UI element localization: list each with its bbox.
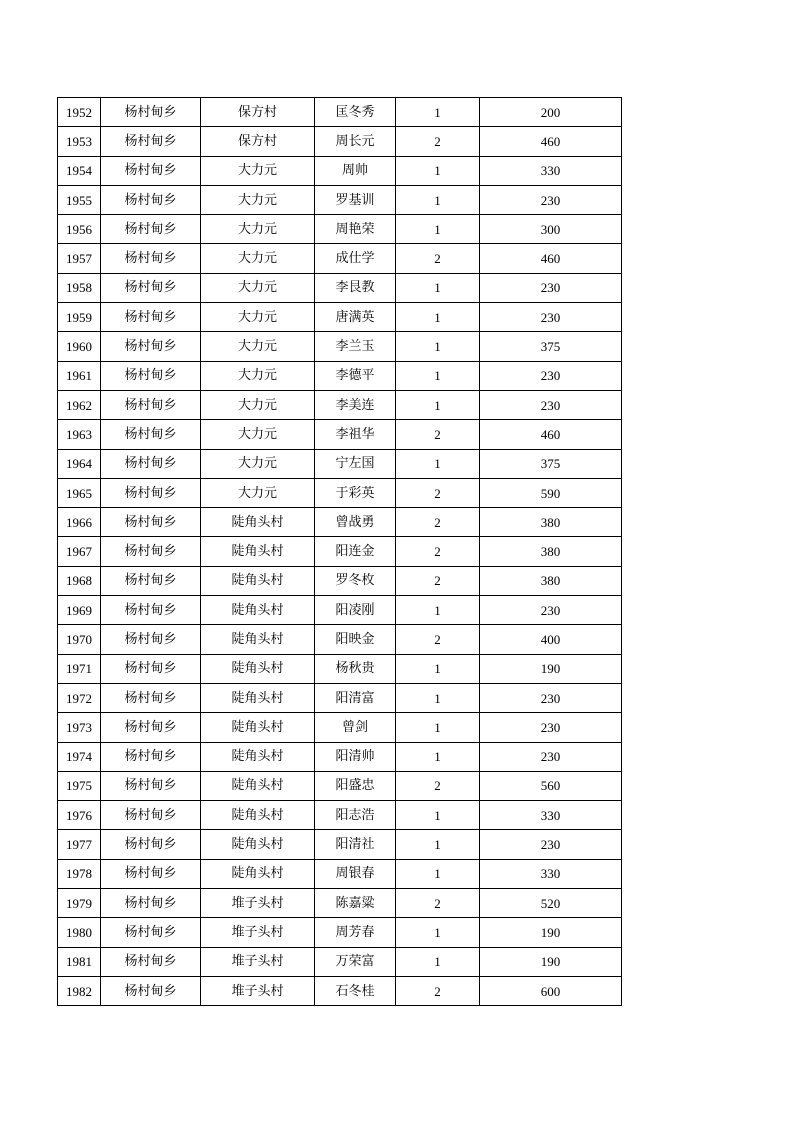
cell-village: 陡角头村 — [201, 654, 315, 683]
cell-count: 1 — [396, 215, 480, 244]
cell-serial-number: 1976 — [58, 801, 101, 830]
table-row — [58, 244, 622, 273]
table-row — [58, 127, 622, 156]
cell-township: 杨村甸乡 — [101, 508, 201, 537]
cell-township: 杨村甸乡 — [101, 244, 201, 273]
cell-village: 堆子头村 — [201, 889, 315, 918]
cell-count: 1 — [396, 742, 480, 771]
cell-village: 大力元 — [201, 361, 315, 390]
cell-serial-number: 1961 — [58, 361, 101, 390]
cell-person-name: 阳映金 — [315, 625, 396, 654]
table-row — [58, 742, 622, 771]
table-row — [58, 98, 622, 127]
cell-village: 大力元 — [201, 156, 315, 185]
cell-amount: 460 — [480, 127, 622, 156]
cell-village: 大力元 — [201, 332, 315, 361]
cell-count: 2 — [396, 420, 480, 449]
cell-person-name: 周银春 — [315, 859, 396, 888]
cell-person-name: 阳清社 — [315, 830, 396, 859]
cell-count: 2 — [396, 976, 480, 1005]
cell-count: 1 — [396, 390, 480, 419]
cell-village: 大力元 — [201, 185, 315, 214]
table-row — [58, 801, 622, 830]
cell-village: 陡角头村 — [201, 566, 315, 595]
cell-count: 1 — [396, 273, 480, 302]
cell-township: 杨村甸乡 — [101, 859, 201, 888]
cell-amount: 230 — [480, 185, 622, 214]
cell-count: 2 — [396, 566, 480, 595]
cell-serial-number: 1956 — [58, 215, 101, 244]
cell-count: 1 — [396, 156, 480, 185]
cell-township: 杨村甸乡 — [101, 478, 201, 507]
cell-person-name: 陈嘉粱 — [315, 889, 396, 918]
cell-person-name: 李艮教 — [315, 273, 396, 302]
cell-person-name: 曾剑 — [315, 713, 396, 742]
cell-township: 杨村甸乡 — [101, 625, 201, 654]
cell-township: 杨村甸乡 — [101, 185, 201, 214]
cell-person-name: 阳凌刚 — [315, 596, 396, 625]
cell-person-name: 唐满英 — [315, 303, 396, 332]
cell-person-name: 宁左国 — [315, 449, 396, 478]
cell-township: 杨村甸乡 — [101, 889, 201, 918]
cell-serial-number: 1968 — [58, 566, 101, 595]
cell-township: 杨村甸乡 — [101, 742, 201, 771]
cell-amount: 230 — [480, 273, 622, 302]
cell-amount: 375 — [480, 332, 622, 361]
cell-village: 大力元 — [201, 303, 315, 332]
cell-village: 大力元 — [201, 273, 315, 302]
table-row — [58, 918, 622, 947]
cell-serial-number: 1960 — [58, 332, 101, 361]
cell-serial-number: 1959 — [58, 303, 101, 332]
cell-township: 杨村甸乡 — [101, 713, 201, 742]
table-row — [58, 566, 622, 595]
cell-serial-number: 1967 — [58, 537, 101, 566]
cell-count: 1 — [396, 361, 480, 390]
cell-count: 1 — [396, 185, 480, 214]
cell-person-name: 罗冬枚 — [315, 566, 396, 595]
cell-person-name: 阳连金 — [315, 537, 396, 566]
cell-count: 1 — [396, 859, 480, 888]
cell-amount: 230 — [480, 390, 622, 419]
cell-person-name: 曾战勇 — [315, 508, 396, 537]
cell-person-name: 周帅 — [315, 156, 396, 185]
cell-count: 2 — [396, 771, 480, 800]
cell-township: 杨村甸乡 — [101, 918, 201, 947]
cell-amount: 380 — [480, 566, 622, 595]
cell-count: 1 — [396, 683, 480, 712]
cell-person-name: 李祖华 — [315, 420, 396, 449]
cell-serial-number: 1981 — [58, 947, 101, 976]
cell-person-name: 李美连 — [315, 390, 396, 419]
table-row — [58, 449, 622, 478]
table-row — [58, 625, 622, 654]
table-row — [58, 390, 622, 419]
table-row — [58, 508, 622, 537]
table-row — [58, 654, 622, 683]
table-row — [58, 596, 622, 625]
cell-person-name: 李兰玉 — [315, 332, 396, 361]
cell-village: 陡角头村 — [201, 771, 315, 800]
cell-township: 杨村甸乡 — [101, 976, 201, 1005]
table-row — [58, 859, 622, 888]
cell-amount: 400 — [480, 625, 622, 654]
cell-serial-number: 1969 — [58, 596, 101, 625]
cell-serial-number: 1980 — [58, 918, 101, 947]
cell-count: 2 — [396, 889, 480, 918]
cell-village: 陡角头村 — [201, 625, 315, 654]
table-row — [58, 683, 622, 712]
cell-serial-number: 1975 — [58, 771, 101, 800]
cell-village: 陡角头村 — [201, 742, 315, 771]
cell-amount: 190 — [480, 654, 622, 683]
cell-amount: 230 — [480, 361, 622, 390]
cell-township: 杨村甸乡 — [101, 420, 201, 449]
cell-amount: 600 — [480, 976, 622, 1005]
cell-count: 1 — [396, 449, 480, 478]
cell-amount: 300 — [480, 215, 622, 244]
cell-amount: 230 — [480, 713, 622, 742]
cell-person-name: 周芳春 — [315, 918, 396, 947]
cell-village: 大力元 — [201, 390, 315, 419]
cell-count: 1 — [396, 98, 480, 127]
cell-township: 杨村甸乡 — [101, 449, 201, 478]
cell-count: 1 — [396, 596, 480, 625]
cell-count: 2 — [396, 478, 480, 507]
cell-person-name: 匡冬秀 — [315, 98, 396, 127]
cell-serial-number: 1971 — [58, 654, 101, 683]
cell-serial-number: 1972 — [58, 683, 101, 712]
cell-township: 杨村甸乡 — [101, 98, 201, 127]
cell-amount: 230 — [480, 742, 622, 771]
table-body — [58, 98, 622, 1006]
cell-serial-number: 1982 — [58, 976, 101, 1005]
cell-serial-number: 1964 — [58, 449, 101, 478]
cell-village: 陡角头村 — [201, 859, 315, 888]
cell-serial-number: 1952 — [58, 98, 101, 127]
cell-township: 杨村甸乡 — [101, 156, 201, 185]
cell-serial-number: 1977 — [58, 830, 101, 859]
cell-count: 2 — [396, 537, 480, 566]
cell-person-name: 成仕学 — [315, 244, 396, 273]
cell-township: 杨村甸乡 — [101, 947, 201, 976]
cell-township: 杨村甸乡 — [101, 801, 201, 830]
cell-amount: 330 — [480, 156, 622, 185]
cell-amount: 190 — [480, 918, 622, 947]
table-row — [58, 156, 622, 185]
cell-serial-number: 1973 — [58, 713, 101, 742]
cell-count: 2 — [396, 508, 480, 537]
cell-village: 大力元 — [201, 215, 315, 244]
cell-village: 堆子头村 — [201, 918, 315, 947]
cell-serial-number: 1955 — [58, 185, 101, 214]
table-row — [58, 713, 622, 742]
cell-amount: 330 — [480, 801, 622, 830]
cell-village: 陡角头村 — [201, 801, 315, 830]
table-row — [58, 273, 622, 302]
cell-village: 保方村 — [201, 127, 315, 156]
cell-village: 大力元 — [201, 244, 315, 273]
cell-township: 杨村甸乡 — [101, 596, 201, 625]
table-row — [58, 771, 622, 800]
cell-serial-number: 1962 — [58, 390, 101, 419]
cell-amount: 230 — [480, 303, 622, 332]
cell-village: 大力元 — [201, 420, 315, 449]
cell-village: 堆子头村 — [201, 947, 315, 976]
cell-person-name: 周长元 — [315, 127, 396, 156]
cell-person-name: 李德平 — [315, 361, 396, 390]
cell-serial-number: 1966 — [58, 508, 101, 537]
cell-village: 陡角头村 — [201, 596, 315, 625]
cell-amount: 460 — [480, 244, 622, 273]
cell-township: 杨村甸乡 — [101, 332, 201, 361]
cell-person-name: 阳清帅 — [315, 742, 396, 771]
cell-township: 杨村甸乡 — [101, 537, 201, 566]
table-row — [58, 332, 622, 361]
cell-township: 杨村甸乡 — [101, 654, 201, 683]
cell-village: 陡角头村 — [201, 830, 315, 859]
cell-amount: 520 — [480, 889, 622, 918]
cell-amount: 200 — [480, 98, 622, 127]
cell-amount: 590 — [480, 478, 622, 507]
cell-village: 大力元 — [201, 449, 315, 478]
cell-serial-number: 1965 — [58, 478, 101, 507]
cell-township: 杨村甸乡 — [101, 361, 201, 390]
cell-township: 杨村甸乡 — [101, 566, 201, 595]
cell-count: 1 — [396, 303, 480, 332]
cell-amount: 230 — [480, 596, 622, 625]
cell-township: 杨村甸乡 — [101, 771, 201, 800]
cell-township: 杨村甸乡 — [101, 830, 201, 859]
cell-amount: 380 — [480, 537, 622, 566]
cell-person-name: 周艳荣 — [315, 215, 396, 244]
table-row — [58, 303, 622, 332]
table-row — [58, 889, 622, 918]
table-row — [58, 830, 622, 859]
cell-serial-number: 1963 — [58, 420, 101, 449]
cell-person-name: 阳清富 — [315, 683, 396, 712]
cell-count: 2 — [396, 625, 480, 654]
cell-village: 陡角头村 — [201, 508, 315, 537]
cell-person-name: 阳盛忠 — [315, 771, 396, 800]
cell-township: 杨村甸乡 — [101, 215, 201, 244]
cell-amount: 560 — [480, 771, 622, 800]
table-row — [58, 215, 622, 244]
cell-count: 2 — [396, 127, 480, 156]
table-row — [58, 361, 622, 390]
cell-amount: 230 — [480, 830, 622, 859]
cell-count: 1 — [396, 918, 480, 947]
cell-serial-number: 1970 — [58, 625, 101, 654]
table-row — [58, 947, 622, 976]
cell-serial-number: 1958 — [58, 273, 101, 302]
cell-count: 1 — [396, 713, 480, 742]
cell-amount: 330 — [480, 859, 622, 888]
cell-serial-number: 1974 — [58, 742, 101, 771]
cell-count: 2 — [396, 244, 480, 273]
cell-serial-number: 1953 — [58, 127, 101, 156]
cell-village: 陡角头村 — [201, 713, 315, 742]
cell-amount: 190 — [480, 947, 622, 976]
cell-count: 1 — [396, 801, 480, 830]
table-row — [58, 976, 622, 1005]
cell-township: 杨村甸乡 — [101, 273, 201, 302]
cell-person-name: 万荣富 — [315, 947, 396, 976]
cell-person-name: 阳志浩 — [315, 801, 396, 830]
cell-person-name: 罗基训 — [315, 185, 396, 214]
cell-count: 1 — [396, 947, 480, 976]
table-row — [58, 478, 622, 507]
cell-village: 保方村 — [201, 98, 315, 127]
cell-amount: 230 — [480, 683, 622, 712]
cell-township: 杨村甸乡 — [101, 390, 201, 419]
cell-count: 1 — [396, 654, 480, 683]
cell-village: 陡角头村 — [201, 683, 315, 712]
cell-serial-number: 1954 — [58, 156, 101, 185]
cell-count: 1 — [396, 332, 480, 361]
cell-person-name: 杨秋贵 — [315, 654, 396, 683]
cell-count: 1 — [396, 830, 480, 859]
cell-serial-number: 1978 — [58, 859, 101, 888]
data-table — [57, 97, 622, 1006]
cell-village: 大力元 — [201, 478, 315, 507]
cell-person-name: 石冬桂 — [315, 976, 396, 1005]
cell-person-name: 于彩英 — [315, 478, 396, 507]
cell-serial-number: 1957 — [58, 244, 101, 273]
cell-village: 堆子头村 — [201, 976, 315, 1005]
table-row — [58, 420, 622, 449]
cell-amount: 380 — [480, 508, 622, 537]
table-row — [58, 537, 622, 566]
cell-amount: 375 — [480, 449, 622, 478]
table-row — [58, 185, 622, 214]
cell-township: 杨村甸乡 — [101, 303, 201, 332]
cell-township: 杨村甸乡 — [101, 127, 201, 156]
cell-serial-number: 1979 — [58, 889, 101, 918]
cell-amount: 460 — [480, 420, 622, 449]
cell-township: 杨村甸乡 — [101, 683, 201, 712]
cell-village: 陡角头村 — [201, 537, 315, 566]
